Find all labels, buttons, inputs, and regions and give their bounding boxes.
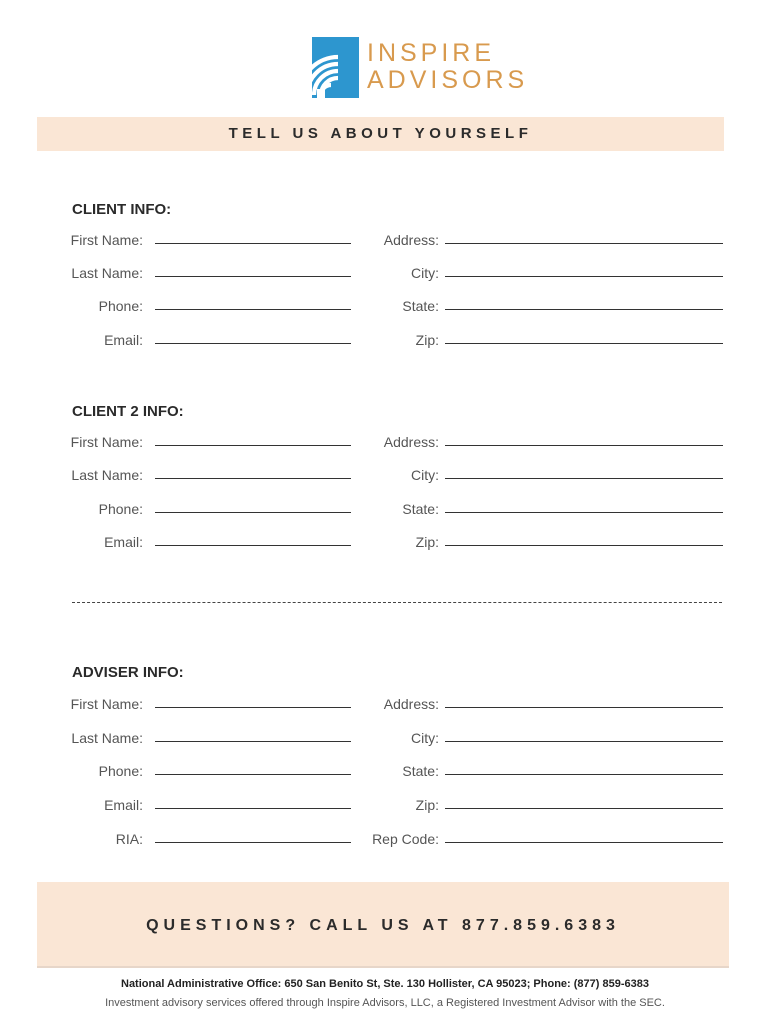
client-info-left-input-line[interactable] xyxy=(155,309,351,310)
client-info-right-label: State: xyxy=(402,298,439,314)
client-info-left-input-line[interactable] xyxy=(155,243,351,244)
adviser-info-left-label: First Name: xyxy=(70,696,143,712)
adviser-info-left-label: RIA: xyxy=(115,831,143,847)
adviser-info-right-input-line[interactable] xyxy=(445,707,723,708)
client2-info-right-input-line[interactable] xyxy=(445,545,723,546)
adviser-info-right-input-line[interactable] xyxy=(445,774,723,775)
adviser-info-right-label: Rep Code: xyxy=(372,831,439,847)
client-info-right-input-line[interactable] xyxy=(445,309,723,310)
office-address: National Administrative Office: 650 San Benito St, Ste. 130 Hollister, CA 95023; Phone: (877) 859-6383 xyxy=(121,978,649,990)
adviser-info-left-input-line[interactable] xyxy=(155,774,351,775)
adviser-info-right-label: Zip: xyxy=(415,797,439,813)
client2-info-left-label: Last Name: xyxy=(71,467,143,483)
client2-info-right-input-line[interactable] xyxy=(445,445,723,446)
client-info-left-label: Phone: xyxy=(98,298,143,314)
adviser-info-right-label: City: xyxy=(411,730,439,746)
adviser-info-right-label: State: xyxy=(402,763,439,779)
adviser-info-left-input-line[interactable] xyxy=(155,707,351,708)
client2-info-right-label: Address: xyxy=(383,434,439,450)
company-logo xyxy=(312,37,529,99)
client-info-left-input-line[interactable] xyxy=(155,343,351,344)
logo-wordmark xyxy=(367,40,528,94)
client-info-right-input-line[interactable] xyxy=(445,243,723,244)
client2-info-left-input-line[interactable] xyxy=(155,545,351,546)
client2-info-right-label: City: xyxy=(411,467,439,483)
adviser-info-right-input-line[interactable] xyxy=(445,808,723,809)
client2-info-right-label: Zip: xyxy=(415,534,439,550)
client2-info-left-input-line[interactable] xyxy=(155,478,351,479)
questions-banner-text: QUESTIONS? CALL US AT 877.859.6383 xyxy=(146,917,620,934)
client2-info-right-input-line[interactable] xyxy=(445,512,723,513)
adviser-info-title: ADVISER INFO: xyxy=(72,664,184,681)
header-banner xyxy=(37,117,724,151)
logo-line-1: INSPIRE xyxy=(367,39,496,67)
adviser-info-right-input-line[interactable] xyxy=(445,842,723,843)
client2-info-left-label: First Name: xyxy=(70,434,143,450)
adviser-info-left-label: Last Name: xyxy=(71,730,143,746)
client-info-title: CLIENT INFO: xyxy=(72,201,172,218)
adviser-info-left-input-line[interactable] xyxy=(155,808,351,809)
adviser-info-left-input-line[interactable] xyxy=(155,842,351,843)
sec-disclaimer: Investment advisory services offered through Inspire Advisors, LLC, a Registered Investment Advisor with the SEC. xyxy=(105,997,665,1009)
client-info-right-label: City: xyxy=(411,265,439,281)
client-info-right-label: Address: xyxy=(383,232,439,248)
questions-banner xyxy=(37,882,729,968)
client-info-right-input-line[interactable] xyxy=(445,343,723,344)
client2-info-left-input-line[interactable] xyxy=(155,445,351,446)
signal-arcs-icon xyxy=(312,37,359,98)
client2-info-title: CLIENT 2 INFO: xyxy=(72,403,184,420)
client2-info-right-input-line[interactable] xyxy=(445,478,723,479)
client-info-left-input-line[interactable] xyxy=(155,276,351,277)
adviser-info-right-input-line[interactable] xyxy=(445,741,723,742)
header-banner-text: TELL US ABOUT YOURSELF xyxy=(228,125,533,142)
logo-line-2: ADVISORS xyxy=(367,66,529,94)
adviser-info-right-label: Address: xyxy=(383,696,439,712)
client-info-right-input-line[interactable] xyxy=(445,276,723,277)
section-divider xyxy=(72,602,722,603)
client-info-left-label: First Name: xyxy=(70,232,143,248)
adviser-info-left-input-line[interactable] xyxy=(155,741,351,742)
client2-info-left-label: Phone: xyxy=(98,501,143,517)
adviser-info-left-label: Email: xyxy=(104,797,143,813)
client2-info-left-input-line[interactable] xyxy=(155,512,351,513)
client2-info-right-label: State: xyxy=(402,501,439,517)
adviser-info-left-label: Phone: xyxy=(98,763,143,779)
client-info-right-label: Zip: xyxy=(415,332,439,348)
client-info-left-label: Email: xyxy=(104,332,143,348)
client-info-left-label: Last Name: xyxy=(71,265,143,281)
client2-info-left-label: Email: xyxy=(104,534,143,550)
